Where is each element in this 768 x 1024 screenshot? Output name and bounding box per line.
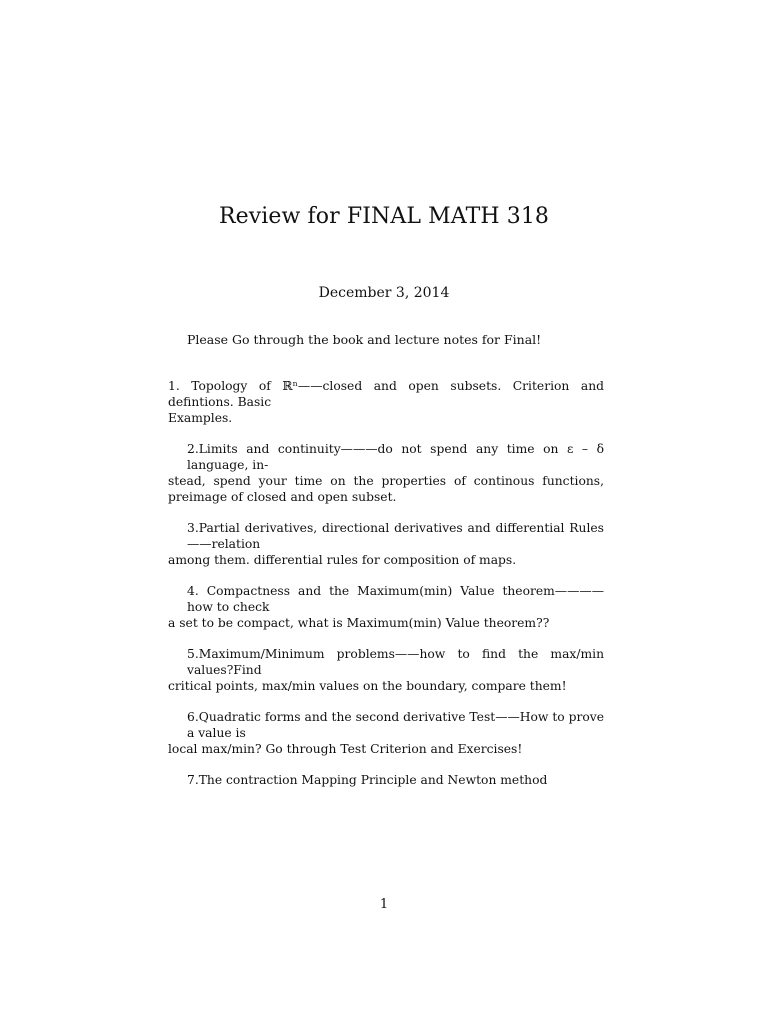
document-date: December 3, 2014 — [318, 285, 450, 301]
review-topic-4 — [168, 583, 604, 631]
review-topic-list — [168, 378, 604, 803]
topic-line: 3.Partial derivatives, directional derivatives and differential Rules——relation — [187, 521, 604, 551]
topic-line: 7.The contraction Mapping Principle and Newton method — [187, 773, 548, 787]
topic-continuation: stead, spend your time on the properties of continous functions, preimage of closed and open subset. — [168, 474, 604, 504]
review-topic-5 — [168, 646, 604, 694]
review-topic-7 — [168, 772, 604, 788]
topic-continuation: local max/min? Go through Test Criterion and Exercises! — [168, 742, 523, 756]
topic-continuation: a set to be compact, what is Maximum(min) Value theorem?? — [168, 616, 550, 630]
topic-line: 2.Limits and continuity———do not spend any time on ε – δ language, in- — [187, 442, 604, 472]
topic-continuation: critical points, max/min values on the boundary, compare them! — [168, 679, 567, 693]
topic-line: 5.Maximum/Minimum problems——how to find the max/min values?Find — [187, 647, 604, 677]
review-topic-1 — [168, 378, 604, 426]
review-topic-2 — [168, 441, 604, 505]
topic-line: 4. Compactness and the Maximum(min) Value theorem————how to check — [187, 584, 604, 614]
topic-line: 6.Quadratic forms and the second derivative Test——How to prove a value is — [187, 710, 604, 740]
document-title: Review for FINAL MATH 318 — [218, 204, 550, 229]
review-topic-3 — [168, 520, 604, 568]
topic-line: 1. Topology of ℝⁿ——closed and open subsets. Criterion and defintions. Basic — [168, 379, 604, 409]
intro-text: Please Go through the book and lecture notes for Final! — [187, 332, 542, 347]
topic-continuation: Examples. — [168, 411, 233, 425]
review-topic-6 — [168, 709, 604, 757]
topic-continuation: among them. differential rules for composition of maps. — [168, 553, 517, 567]
page-number: 1 — [379, 897, 389, 912]
